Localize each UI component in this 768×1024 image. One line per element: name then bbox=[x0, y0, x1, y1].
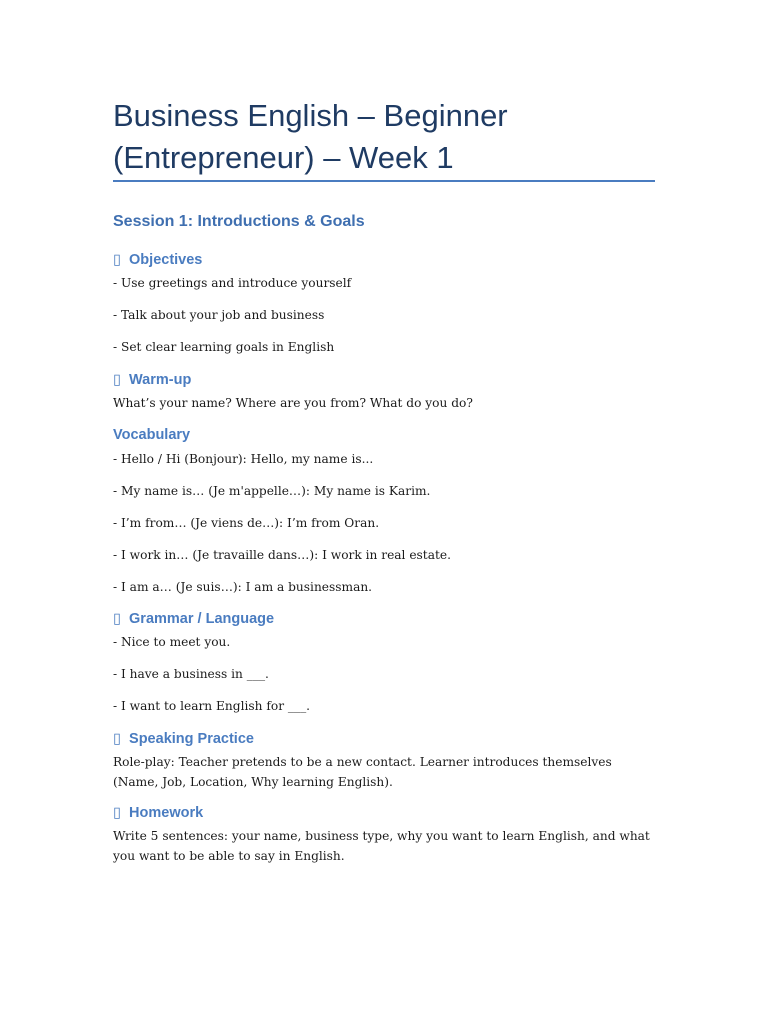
title-divider bbox=[113, 180, 655, 182]
missing-glyph-icon: ▯ bbox=[113, 731, 121, 747]
warmup-heading bbox=[113, 372, 191, 388]
grammar-item: - I have a business in ___. bbox=[113, 667, 269, 681]
objective-item: - Set clear learning goals in English bbox=[113, 340, 335, 354]
speaking-text: Role-play: Teacher pretends to be a new contact. Learner introduces themselves (Name, Job, Location, Why learning English). bbox=[113, 755, 612, 789]
homework-heading bbox=[113, 805, 203, 821]
objectives-heading-text: Objectives bbox=[129, 252, 203, 268]
grammar-item: - I want to learn English for ___. bbox=[113, 699, 311, 713]
grammar-heading bbox=[113, 611, 274, 627]
objective-item: - Use greetings and introduce yourself bbox=[113, 276, 352, 290]
missing-glyph-icon: ▯ bbox=[113, 611, 121, 627]
speaking-heading-text: Speaking Practice bbox=[129, 731, 254, 747]
missing-glyph-icon: ▯ bbox=[113, 372, 121, 388]
document-title bbox=[113, 95, 655, 179]
objectives-heading bbox=[113, 252, 202, 268]
homework-text: Write 5 sentences: your name, business type, why you want to learn English, and what you want to be able to say in English. bbox=[113, 829, 650, 863]
session-heading: Session 1: Introductions & Goals bbox=[113, 213, 365, 230]
missing-glyph-icon: ▯ bbox=[113, 252, 121, 268]
missing-glyph-icon: ▯ bbox=[113, 805, 121, 821]
warmup-text: What’s your name? Where are you from? What do you do? bbox=[113, 396, 473, 410]
vocabulary-item: - My name is… (Je m'appelle…): My name is Karim. bbox=[113, 484, 431, 498]
vocabulary-item: - I am a… (Je suis…): I am a businessman. bbox=[113, 580, 373, 594]
grammar-heading-text: Grammar / Language bbox=[129, 611, 275, 627]
homework-heading-text: Homework bbox=[129, 805, 204, 821]
vocabulary-item: - Hello / Hi (Bonjour): Hello, my name is... bbox=[113, 452, 374, 466]
title-line-1: Business English – Beginner bbox=[113, 98, 508, 133]
vocabulary-item: - I work in… (Je travaille dans…): I work in real estate. bbox=[113, 548, 451, 562]
objective-item: - Talk about your job and business bbox=[113, 308, 325, 322]
speaking-heading bbox=[113, 731, 254, 747]
vocabulary-heading-text: Vocabulary bbox=[113, 427, 191, 443]
vocabulary-item: - I’m from… (Je viens de…): I’m from Oran. bbox=[113, 516, 380, 530]
grammar-item: - Nice to meet you. bbox=[113, 635, 231, 649]
warmup-heading-text: Warm-up bbox=[129, 372, 192, 388]
vocabulary-heading bbox=[113, 427, 190, 443]
title-line-2: (Entrepreneur) – Week 1 bbox=[113, 140, 454, 175]
